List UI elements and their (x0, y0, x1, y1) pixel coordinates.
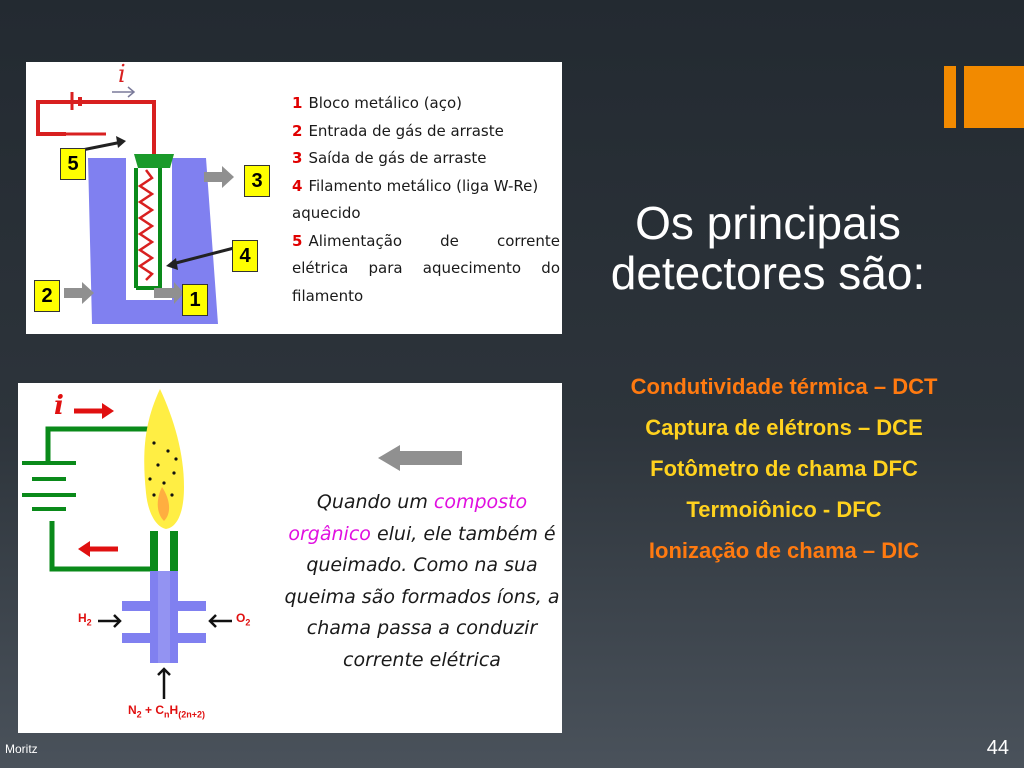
slide-title (590, 198, 946, 298)
accent-bar-thick (964, 66, 1024, 128)
callout-4: 4 (232, 240, 258, 272)
legend-item: filamento (292, 286, 364, 305)
callout-5: 5 (60, 148, 86, 180)
callout-2: 2 (34, 280, 60, 312)
tcd-legend (292, 90, 560, 310)
detector-item-dfc-termoionico: Termoiônico - DFC (686, 497, 882, 522)
fid-diagram (18, 383, 562, 733)
page-number: 44 (986, 737, 1009, 759)
o2-label: $O_2$ (236, 611, 251, 628)
h2-label: $H_2$ (78, 611, 92, 628)
fid-explanation: Quando um composto orgânico elui, ele também é queimado. Como na sua queima são formados íons, a chama passa a conduzir corrente elétrica (284, 491, 560, 671)
filament-cap (134, 154, 174, 168)
detector-list (576, 366, 992, 571)
filament-icon (140, 170, 152, 280)
title-line-2: detectores são: (610, 247, 926, 299)
detector-item-dct: Condutividade térmica – DCT (630, 374, 938, 399)
legend-item: 5 Alimentação de corrente (292, 231, 560, 250)
gas-formula: $N_2 + C_nH_{(2n+2)}$ (128, 703, 205, 720)
accent-bar-thin (944, 66, 956, 128)
callout-1: 1 (182, 284, 208, 316)
legend-item: elétrica para aquecimento do (292, 259, 560, 277)
footer-author: Moritz (5, 742, 38, 756)
legend-item: 3 Saída de gás de arraste (292, 149, 487, 167)
legend-item: 1 Bloco metálico (aço) (292, 94, 463, 112)
battery-icon (22, 463, 76, 509)
detector-item-dfc-fotometro: Fotômetro de chama DFC (650, 456, 918, 481)
legend-item: aquecido (292, 204, 361, 222)
title-line-1: Os principais (635, 197, 901, 249)
legend-item: 4 Filamento metálico (liga W-Re) (292, 176, 539, 195)
current-label-i: i (118, 62, 126, 88)
tcd-diagram (26, 62, 562, 334)
current-label-i: i (54, 391, 64, 421)
detector-item-dic: Ionização de chama – DIC (648, 538, 920, 563)
callout-3: 3 (244, 165, 270, 197)
legend-item: 2 Entrada de gás de arraste (292, 121, 504, 140)
detector-item-dce: Captura de elétrons – DCE (645, 415, 923, 440)
